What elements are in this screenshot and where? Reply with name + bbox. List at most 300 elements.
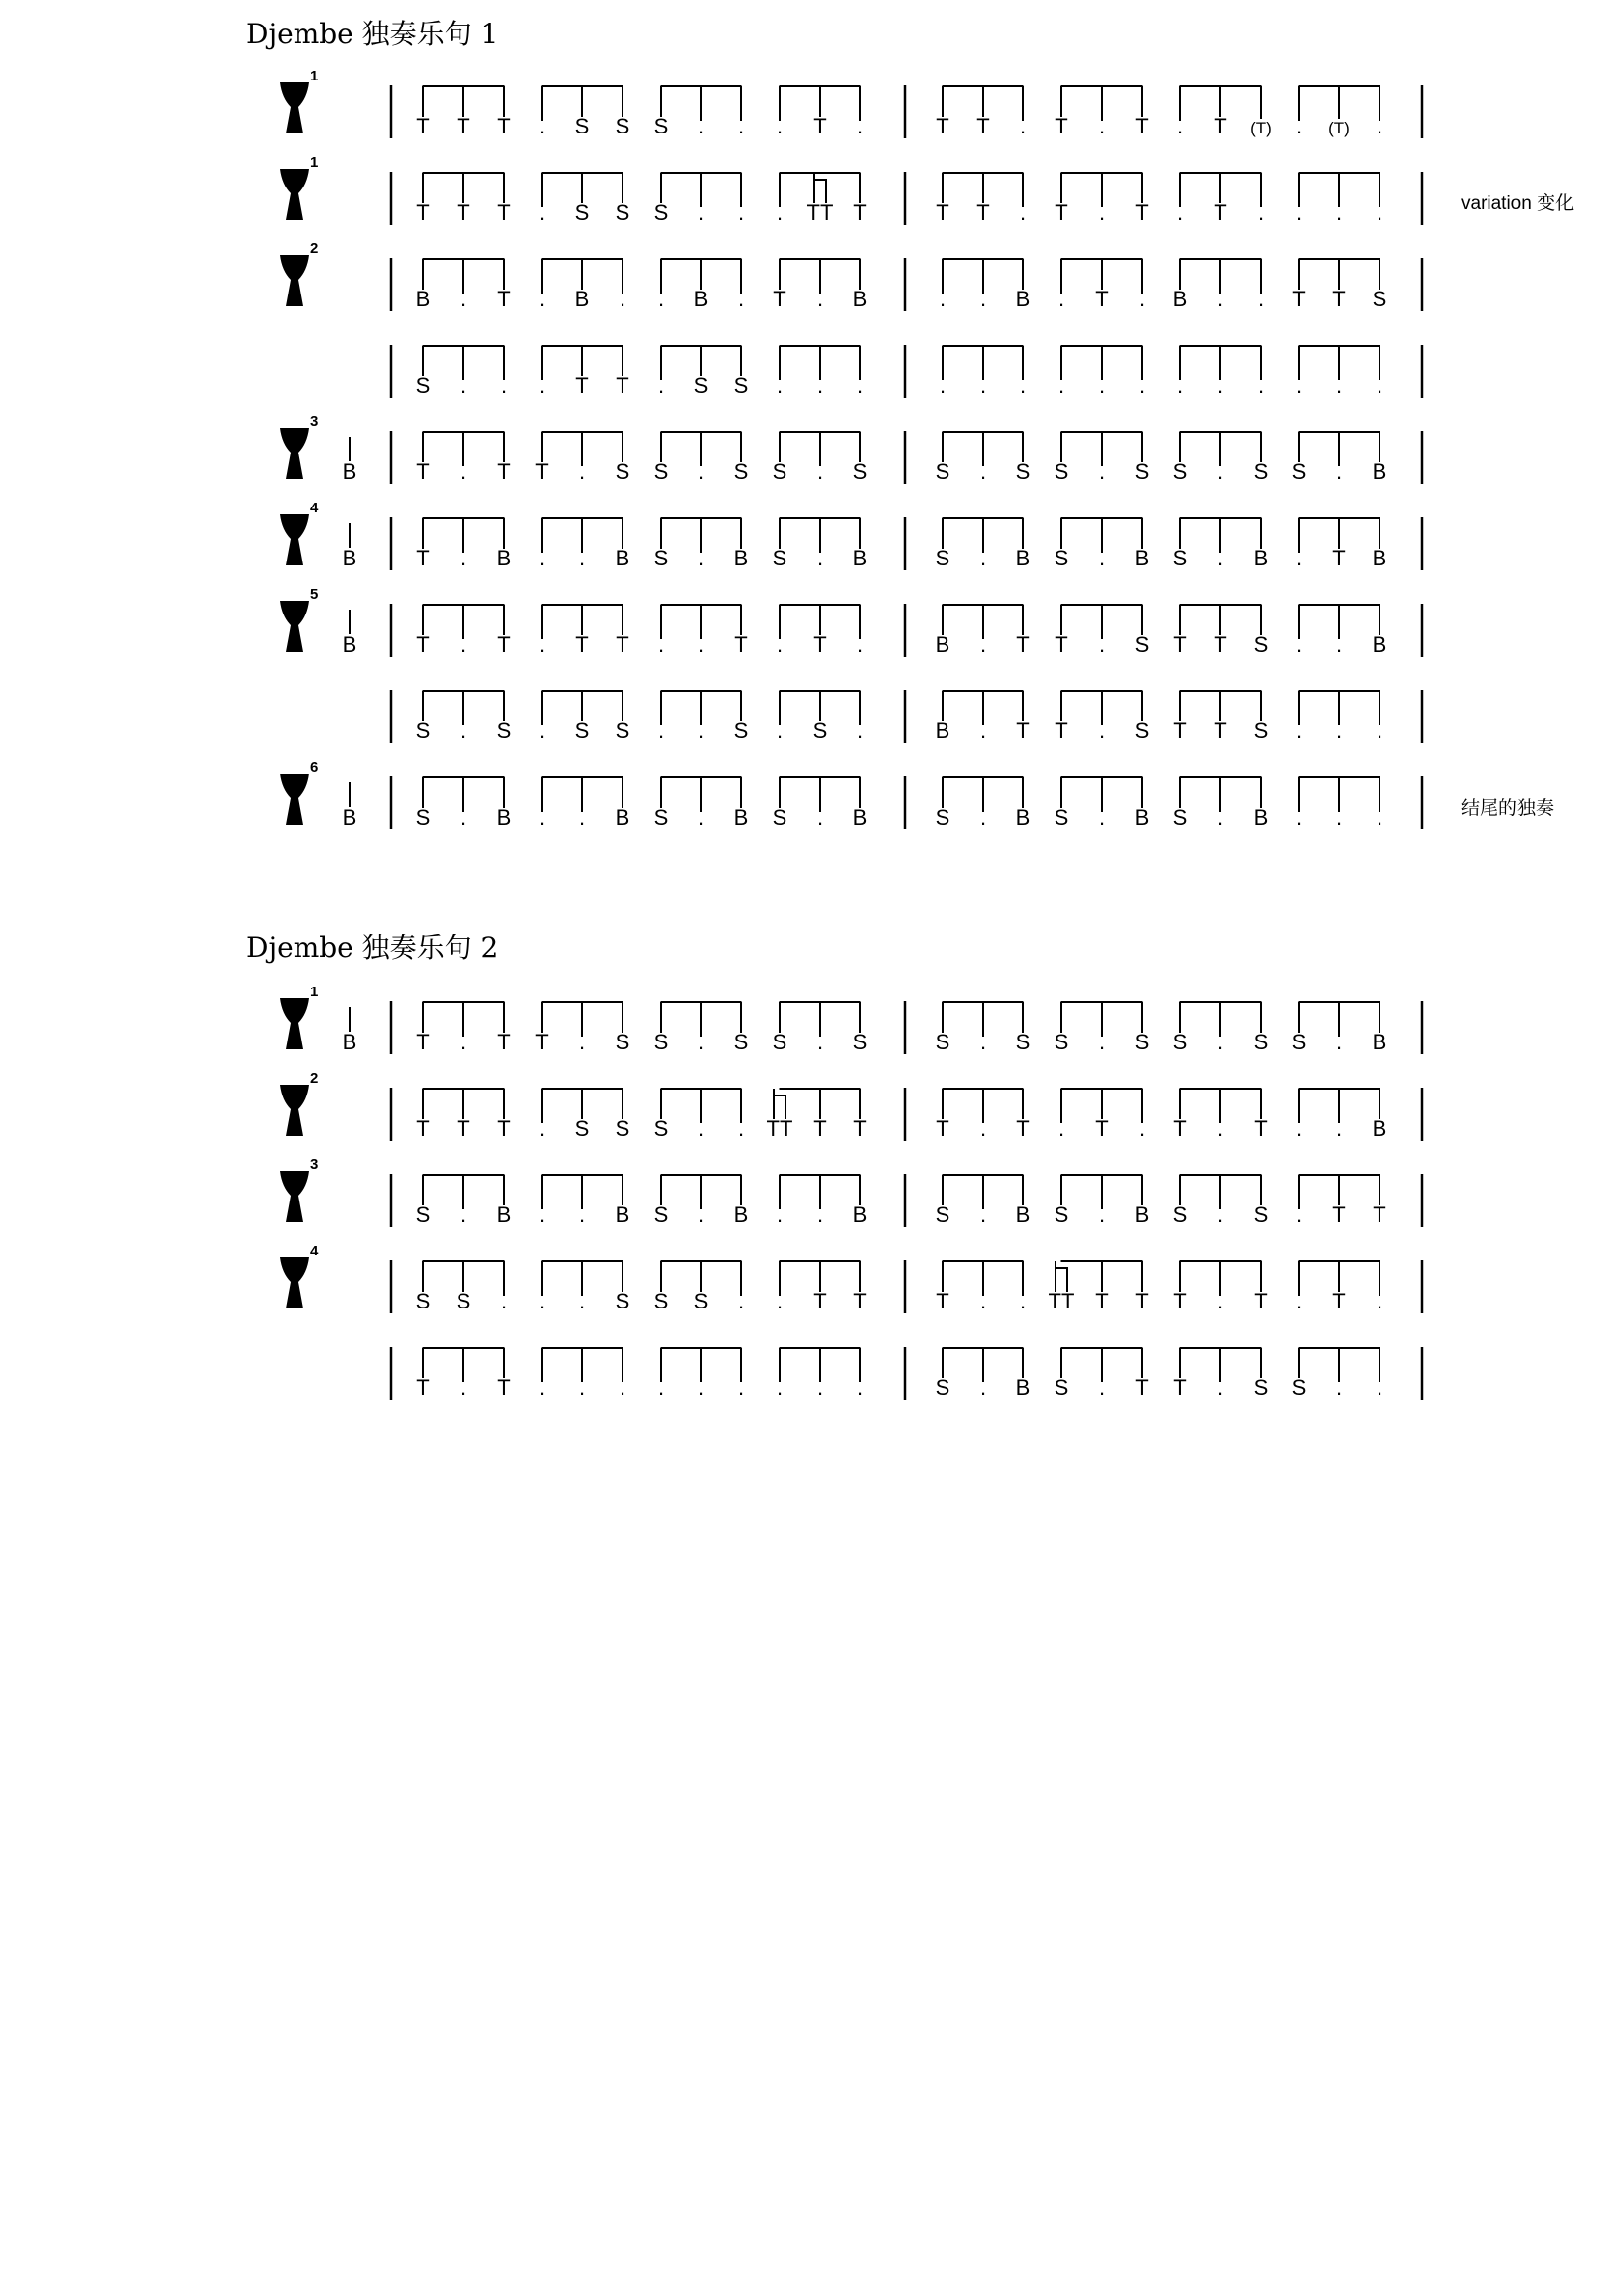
stroke-symbol: S bbox=[415, 805, 431, 829]
rest-dot: . bbox=[1176, 373, 1184, 398]
stroke-symbol: B bbox=[1372, 1030, 1387, 1054]
stroke-symbol: B bbox=[496, 805, 512, 829]
stroke-symbol: B bbox=[615, 546, 630, 570]
pattern-row bbox=[391, 690, 1422, 743]
pickup-stroke: B bbox=[342, 632, 357, 657]
beat-group bbox=[539, 1175, 629, 1227]
stroke-symbol: B bbox=[1372, 632, 1387, 657]
rest-dot: . bbox=[856, 373, 864, 398]
stroke-symbol: S bbox=[1172, 546, 1188, 570]
rest-dot: . bbox=[1376, 719, 1383, 743]
rest-dot: . bbox=[1295, 719, 1303, 743]
rest-dot: . bbox=[538, 1116, 546, 1141]
beat-group bbox=[1177, 86, 1272, 138]
rest-dot: . bbox=[1376, 200, 1383, 225]
stroke-symbol: S bbox=[1134, 1030, 1150, 1054]
beat-group bbox=[777, 691, 863, 743]
beat-group bbox=[1296, 86, 1382, 138]
rest-dot: . bbox=[1098, 632, 1106, 657]
pattern-row bbox=[280, 413, 1422, 484]
beat-group bbox=[416, 432, 510, 484]
beat-group bbox=[1292, 259, 1386, 311]
row-number: 1 bbox=[310, 68, 319, 84]
stroke-symbol: S bbox=[1015, 459, 1031, 484]
stroke-symbol: T bbox=[1016, 1116, 1030, 1141]
pattern-row bbox=[280, 586, 1422, 657]
stroke-symbol: T bbox=[936, 114, 949, 138]
beat-group bbox=[416, 1261, 507, 1313]
rest-dot: . bbox=[737, 287, 745, 311]
pattern-row bbox=[280, 154, 1574, 225]
rest-dot: . bbox=[460, 1375, 467, 1400]
rest-dot: . bbox=[538, 1202, 546, 1227]
stroke-symbol: T bbox=[976, 200, 990, 225]
rest-dot: . bbox=[1098, 805, 1106, 829]
rest-dot: . bbox=[1057, 373, 1065, 398]
rest-dot: . bbox=[697, 1030, 705, 1054]
stroke-symbol: T bbox=[416, 114, 430, 138]
rest-dot: . bbox=[1098, 373, 1106, 398]
rest-dot: . bbox=[697, 632, 705, 657]
rest-dot: . bbox=[979, 632, 987, 657]
rest-dot: . bbox=[816, 1375, 824, 1400]
rest-dot: . bbox=[538, 546, 546, 570]
stroke-symbol: B bbox=[615, 805, 630, 829]
stroke-symbol: T bbox=[457, 114, 470, 138]
rest-dot: . bbox=[1257, 200, 1265, 225]
stroke-symbol: T bbox=[497, 632, 511, 657]
stroke-symbol: T bbox=[1254, 1289, 1268, 1313]
stroke-symbol: T bbox=[1016, 719, 1030, 743]
rest-dot: . bbox=[578, 1375, 586, 1400]
rest-dot: . bbox=[816, 459, 824, 484]
beat-group bbox=[767, 1089, 867, 1141]
stroke-symbol: S bbox=[1253, 719, 1269, 743]
stroke-symbol: T bbox=[1332, 1289, 1346, 1313]
djembe-icon bbox=[280, 998, 309, 1049]
beat-group bbox=[1049, 1261, 1149, 1313]
stroke-symbol: S bbox=[1134, 459, 1150, 484]
beat-group bbox=[1055, 1175, 1150, 1227]
rest-dot: . bbox=[1335, 459, 1343, 484]
stroke-symbol: T bbox=[1332, 1202, 1346, 1227]
rest-dot: . bbox=[1217, 1030, 1224, 1054]
beat-group bbox=[936, 1348, 1031, 1400]
stroke-symbol: S bbox=[615, 719, 630, 743]
stroke-symbol: T bbox=[1173, 1375, 1187, 1400]
beat-group bbox=[936, 86, 1026, 138]
stroke-symbol: T bbox=[936, 200, 949, 225]
rest-dot: . bbox=[816, 287, 824, 311]
stroke-symbol: B bbox=[1015, 1375, 1031, 1400]
rest-dot: . bbox=[979, 1116, 987, 1141]
rest-dot: . bbox=[979, 1202, 987, 1227]
djembe-icon bbox=[280, 774, 309, 825]
rest-dot: . bbox=[578, 1202, 586, 1227]
beat-group bbox=[1055, 777, 1150, 829]
rest-dot: . bbox=[1217, 546, 1224, 570]
stroke-symbol: S bbox=[935, 1202, 950, 1227]
rest-dot: . bbox=[816, 1202, 824, 1227]
stroke-symbol: S bbox=[1291, 1030, 1307, 1054]
stroke-symbol: S bbox=[1054, 1375, 1069, 1400]
rest-dot: . bbox=[538, 200, 546, 225]
beat-group bbox=[535, 432, 629, 484]
beat-group bbox=[773, 259, 867, 311]
beat-group bbox=[416, 518, 511, 570]
stroke-symbol: T bbox=[1055, 114, 1068, 138]
row-number: 4 bbox=[310, 1243, 319, 1259]
stroke-symbol: T bbox=[497, 287, 511, 311]
rest-dot: . bbox=[737, 1375, 745, 1400]
stroke-symbol: T bbox=[416, 1030, 430, 1054]
rest-dot: . bbox=[538, 287, 546, 311]
stroke-symbol: T bbox=[1292, 287, 1306, 311]
stroke-symbol: S bbox=[935, 1030, 950, 1054]
djembe-icon bbox=[280, 514, 309, 565]
pattern-row bbox=[280, 1070, 1422, 1141]
beat-group bbox=[777, 86, 863, 138]
rest-dot: . bbox=[657, 1375, 665, 1400]
rest-dot: . bbox=[1176, 200, 1184, 225]
pickup-stroke: B bbox=[342, 1030, 357, 1054]
stroke-symbol: T bbox=[1173, 719, 1187, 743]
stroke-symbol: T bbox=[535, 1030, 549, 1054]
stroke-symbol: S bbox=[1253, 1375, 1269, 1400]
stroke-symbol: B bbox=[1172, 287, 1188, 311]
row-number: 2 bbox=[310, 240, 319, 257]
rest-dot: . bbox=[1376, 373, 1383, 398]
rest-dot: . bbox=[979, 546, 987, 570]
rest-dot: . bbox=[856, 1375, 864, 1400]
stroke-symbol: B bbox=[733, 546, 749, 570]
rest-dot: . bbox=[460, 287, 467, 311]
rest-dot: . bbox=[460, 805, 467, 829]
beat-group bbox=[539, 605, 629, 657]
beat-group bbox=[654, 777, 749, 829]
beat-group bbox=[1055, 1348, 1149, 1400]
pickup-stroke: B bbox=[342, 805, 357, 829]
beat-group bbox=[1292, 432, 1387, 484]
stroke-symbol: T bbox=[1055, 632, 1068, 657]
stroke-symbol: S bbox=[415, 1289, 431, 1313]
stroke-symbol: S bbox=[615, 459, 630, 484]
stroke-symbol: B bbox=[1134, 546, 1150, 570]
rest-dot: . bbox=[1335, 1030, 1343, 1054]
rest-dot: . bbox=[1098, 459, 1106, 484]
rest-dot: . bbox=[1335, 1375, 1343, 1400]
rest-dot: . bbox=[1217, 1116, 1224, 1141]
stroke-symbol: B bbox=[1253, 546, 1269, 570]
stroke-symbol: B bbox=[1134, 805, 1150, 829]
rest-dot: . bbox=[1138, 287, 1146, 311]
rest-dot: . bbox=[578, 546, 586, 570]
stroke-symbol: B bbox=[496, 546, 512, 570]
rest-dot: . bbox=[657, 719, 665, 743]
beat-group bbox=[1058, 346, 1145, 398]
beat-group bbox=[936, 777, 1031, 829]
stroke-symbol: B bbox=[1015, 546, 1031, 570]
rest-dot: . bbox=[1335, 200, 1343, 225]
stroke-symbol: T bbox=[1173, 632, 1187, 657]
pattern-row bbox=[280, 500, 1422, 570]
row-number: 3 bbox=[310, 413, 319, 430]
stroke-symbol: T bbox=[1173, 1289, 1187, 1313]
stroke-symbol: S bbox=[653, 1289, 669, 1313]
rest-dot: . bbox=[538, 632, 546, 657]
rest-dot: . bbox=[776, 1289, 784, 1313]
beat-group bbox=[654, 86, 744, 138]
rest-dot: . bbox=[1217, 1375, 1224, 1400]
stroke-symbol: T bbox=[416, 459, 430, 484]
djembe-icon bbox=[280, 1085, 309, 1136]
stroke-symbol: S bbox=[1253, 632, 1269, 657]
stroke-symbol: TT bbox=[806, 200, 834, 225]
stroke-symbol: S bbox=[653, 459, 669, 484]
beat-group bbox=[1296, 346, 1382, 398]
stroke-symbol: S bbox=[415, 1202, 431, 1227]
rest-dot: . bbox=[1295, 805, 1303, 829]
rest-dot: . bbox=[816, 373, 824, 398]
stroke-symbol: B bbox=[1372, 546, 1387, 570]
rest-dot: . bbox=[1138, 373, 1146, 398]
stroke-symbol: S bbox=[812, 719, 828, 743]
row-number: 3 bbox=[310, 1156, 319, 1173]
stroke-symbol: S bbox=[1253, 1030, 1269, 1054]
stroke-symbol: B bbox=[1372, 459, 1387, 484]
beat-group bbox=[416, 1002, 510, 1054]
beat-group bbox=[936, 432, 1031, 484]
stroke-symbol: S bbox=[653, 1116, 669, 1141]
rest-dot: . bbox=[816, 546, 824, 570]
stroke-symbol: T bbox=[575, 632, 589, 657]
rest-dot: . bbox=[1257, 373, 1265, 398]
beat-group bbox=[773, 518, 868, 570]
stroke-symbol: S bbox=[1054, 1030, 1069, 1054]
beat-group bbox=[1173, 605, 1268, 657]
pattern-row bbox=[391, 345, 1422, 398]
stroke-symbol: T bbox=[813, 1289, 827, 1313]
beat-group bbox=[1296, 173, 1382, 225]
rest-dot: . bbox=[737, 114, 745, 138]
stroke-symbol: T bbox=[1135, 1289, 1149, 1313]
stroke-symbol: T bbox=[773, 287, 786, 311]
stroke-symbol: S bbox=[935, 459, 950, 484]
rest-dot: . bbox=[1057, 1116, 1065, 1141]
rest-dot: . bbox=[776, 719, 784, 743]
pickup-stroke: B bbox=[342, 546, 357, 570]
stroke-symbol: T bbox=[457, 1116, 470, 1141]
rest-dot: . bbox=[500, 1289, 508, 1313]
stroke-symbol: T bbox=[497, 200, 511, 225]
beat-group bbox=[1055, 432, 1150, 484]
stroke-symbol: S bbox=[733, 1030, 749, 1054]
rest-dot: . bbox=[1098, 1202, 1106, 1227]
stroke-symbol: T bbox=[535, 459, 549, 484]
stroke-symbol: B bbox=[1134, 1202, 1150, 1227]
stroke-symbol: S bbox=[1253, 1202, 1269, 1227]
beat-group bbox=[777, 346, 863, 398]
stroke-symbol: T bbox=[416, 1116, 430, 1141]
stroke-symbol: T bbox=[1095, 1116, 1109, 1141]
stroke-symbol: S bbox=[935, 1375, 950, 1400]
rest-dot: . bbox=[1098, 546, 1106, 570]
beat-group bbox=[1296, 1261, 1382, 1313]
stroke-symbol: T bbox=[416, 546, 430, 570]
rest-dot: . bbox=[578, 1030, 586, 1054]
stroke-symbol: S bbox=[615, 200, 630, 225]
stroke-symbol: T bbox=[575, 373, 589, 398]
beat-group bbox=[539, 173, 629, 225]
stroke-symbol: T bbox=[1214, 632, 1227, 657]
beat-group bbox=[936, 1175, 1031, 1227]
rest-dot: . bbox=[538, 114, 546, 138]
stroke-symbol: B bbox=[935, 719, 950, 743]
rest-dot: . bbox=[1295, 1116, 1303, 1141]
stroke-symbol: T bbox=[1095, 1289, 1109, 1313]
rest-dot: . bbox=[657, 632, 665, 657]
rest-dot: . bbox=[979, 459, 987, 484]
rest-dot: . bbox=[1098, 114, 1106, 138]
beat-group bbox=[539, 518, 629, 570]
rest-dot: . bbox=[776, 1202, 784, 1227]
rest-dot: . bbox=[816, 1030, 824, 1054]
stroke-symbol: T bbox=[497, 114, 511, 138]
beat-group bbox=[936, 1089, 1029, 1141]
rest-dot: . bbox=[697, 1202, 705, 1227]
stroke-symbol: S bbox=[935, 546, 950, 570]
beat-group bbox=[777, 1348, 863, 1400]
rest-dot: . bbox=[737, 1289, 745, 1313]
stroke-symbol: B bbox=[1015, 1202, 1031, 1227]
rest-dot: . bbox=[1257, 287, 1265, 311]
beat-group bbox=[539, 691, 629, 743]
rest-dot: . bbox=[460, 373, 467, 398]
beat-group bbox=[658, 259, 744, 311]
beat-group bbox=[654, 1002, 749, 1054]
beat-group bbox=[416, 346, 507, 398]
beat-group bbox=[654, 173, 744, 225]
beat-group bbox=[1055, 86, 1148, 138]
stroke-symbol: T bbox=[1135, 1375, 1149, 1400]
beat-group bbox=[1055, 173, 1148, 225]
rest-dot: . bbox=[697, 805, 705, 829]
beat-group bbox=[1173, 259, 1264, 311]
beat-group bbox=[936, 518, 1031, 570]
stroke-symbol: S bbox=[772, 1030, 787, 1054]
beat-group bbox=[1058, 259, 1145, 311]
stroke-symbol: T bbox=[1135, 114, 1149, 138]
beat-group bbox=[1296, 691, 1382, 743]
rest-dot: . bbox=[939, 373, 947, 398]
stroke-symbol: T bbox=[813, 1116, 827, 1141]
stroke-symbol: B bbox=[693, 287, 709, 311]
beat-group bbox=[1173, 518, 1269, 570]
stroke-symbol: S bbox=[733, 373, 749, 398]
section-title: Djembe 独奏乐句 1 bbox=[246, 18, 499, 50]
row-number: 4 bbox=[310, 500, 319, 516]
stroke-symbol: T bbox=[1332, 546, 1346, 570]
pickup-stroke: B bbox=[342, 459, 357, 484]
stroke-symbol: B bbox=[852, 1202, 868, 1227]
rest-dot: . bbox=[737, 1116, 745, 1141]
beat-group bbox=[1173, 691, 1268, 743]
rest-dot: . bbox=[697, 1116, 705, 1141]
stroke-symbol: S bbox=[852, 1030, 868, 1054]
beat-group bbox=[940, 259, 1030, 311]
stroke-symbol: T bbox=[497, 1116, 511, 1141]
stroke-symbol: S bbox=[733, 459, 749, 484]
stroke-symbol: T bbox=[813, 114, 827, 138]
beat-group bbox=[654, 1261, 744, 1313]
rest-dot: . bbox=[979, 1289, 987, 1313]
beat-group bbox=[1177, 346, 1264, 398]
row-number: 6 bbox=[310, 759, 319, 775]
stroke-symbol: B bbox=[496, 1202, 512, 1227]
stroke-symbol: S bbox=[415, 373, 431, 398]
stroke-symbol: S bbox=[1015, 1030, 1031, 1054]
beat-group bbox=[1173, 1002, 1269, 1054]
rest-dot: . bbox=[979, 719, 987, 743]
rest-dot: . bbox=[1335, 373, 1343, 398]
rest-dot: . bbox=[697, 719, 705, 743]
stroke-symbol: T bbox=[1055, 719, 1068, 743]
beat-group bbox=[1177, 173, 1264, 225]
rest-dot: . bbox=[1295, 1202, 1303, 1227]
beat-group bbox=[1296, 777, 1382, 829]
beat-group bbox=[1055, 1002, 1150, 1054]
stroke-symbol: T bbox=[1055, 200, 1068, 225]
beat-group bbox=[936, 1261, 1026, 1313]
beat-group bbox=[1292, 1002, 1387, 1054]
beat-group bbox=[535, 1002, 629, 1054]
beat-group bbox=[1173, 777, 1269, 829]
stroke-symbol: T bbox=[734, 632, 748, 657]
beat-group bbox=[1173, 1089, 1267, 1141]
djembe-icon bbox=[280, 601, 309, 652]
beat-group bbox=[1296, 1089, 1386, 1141]
stroke-symbol: S bbox=[653, 1030, 669, 1054]
stroke-symbol: T bbox=[1373, 1202, 1386, 1227]
stroke-symbol: S bbox=[1054, 546, 1069, 570]
rest-dot: . bbox=[979, 287, 987, 311]
beat-group bbox=[539, 259, 625, 311]
stroke-symbol: T bbox=[616, 373, 629, 398]
beat-group bbox=[777, 605, 863, 657]
stroke-symbol: (T) bbox=[1250, 119, 1272, 137]
beat-group bbox=[654, 1089, 744, 1141]
stroke-symbol: T bbox=[976, 114, 990, 138]
beat-group bbox=[940, 346, 1026, 398]
rest-dot: . bbox=[1335, 805, 1343, 829]
stroke-symbol: B bbox=[1253, 805, 1269, 829]
beat-group bbox=[936, 1002, 1031, 1054]
beat-group bbox=[777, 1175, 867, 1227]
beat-group bbox=[658, 346, 748, 398]
stroke-symbol: T bbox=[457, 200, 470, 225]
stroke-symbol: B bbox=[574, 287, 590, 311]
beat-group bbox=[416, 259, 511, 311]
stroke-symbol: T bbox=[1173, 1116, 1187, 1141]
rest-dot: . bbox=[657, 373, 665, 398]
stroke-symbol: S bbox=[615, 1289, 630, 1313]
beat-group bbox=[1173, 1348, 1268, 1400]
beat-group bbox=[1055, 691, 1149, 743]
stroke-symbol: S bbox=[772, 546, 787, 570]
beat-group bbox=[539, 1261, 629, 1313]
pattern-row bbox=[391, 1347, 1422, 1400]
beat-group bbox=[539, 777, 629, 829]
